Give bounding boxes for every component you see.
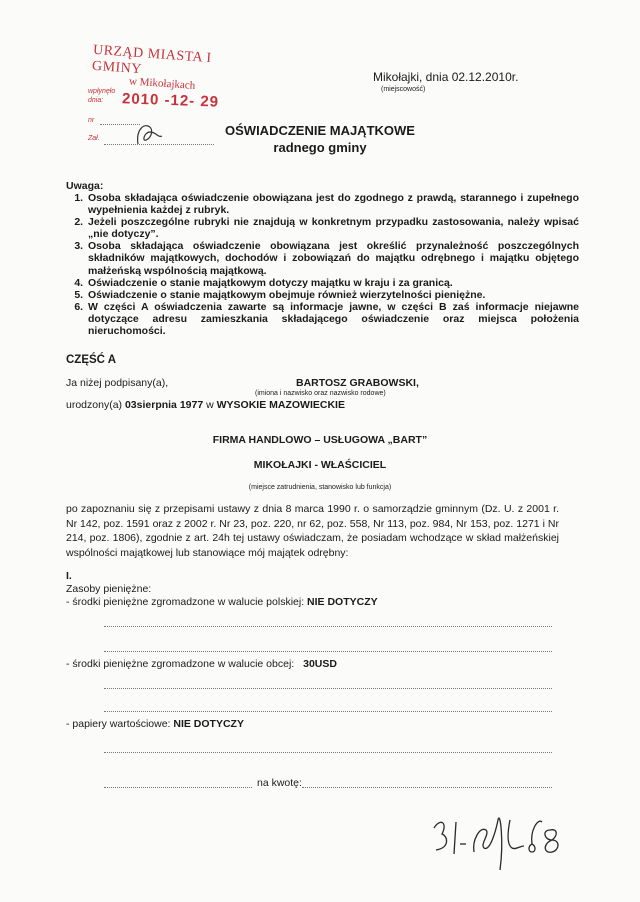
foreign-funds-value: 30USD bbox=[303, 658, 337, 670]
note-item: 5. Oświadczenie o stanie majątkowym obejmuje również wierzytelności pieniężne. bbox=[86, 289, 579, 301]
born-date: 03sierpnia 1977 bbox=[124, 399, 204, 411]
name-hint: (imiona i nazwisko oraz nazwisko rodowe) bbox=[255, 390, 386, 397]
employer-name: FIRMA HANDLOWO – USŁUGOWA „BART” bbox=[212, 434, 428, 446]
fill-line bbox=[104, 787, 252, 788]
document-subtitle: radnego gminy bbox=[273, 140, 367, 155]
pln-funds-label: - środki pieniężne zgromadzone w walucie polskiej: bbox=[66, 596, 305, 608]
fill-line bbox=[104, 752, 552, 753]
stamp-office-town: w Mikołajkach bbox=[128, 75, 196, 92]
fill-line bbox=[104, 651, 552, 652]
section-heading: Zasoby pieniężne: bbox=[66, 583, 152, 595]
document-title: OŚWIADCZENIE MAJĄTKOWE bbox=[225, 123, 415, 138]
fill-line bbox=[104, 626, 552, 627]
undersigned-label: Ja niżej podpisany(a), bbox=[66, 377, 169, 389]
securities-label: - papiery wartościowe: bbox=[66, 718, 171, 730]
stamp-nr-label: nr bbox=[88, 117, 95, 124]
declarant-name: BARTOSZ GRABOWSKI, bbox=[296, 377, 419, 389]
foreign-funds-label: - środki pieniężne zgromadzone w walucie obcej: bbox=[66, 658, 295, 670]
pln-funds-value: NIE DOTYCZY bbox=[307, 596, 378, 608]
part-a-heading: CZĘŚĆ A bbox=[66, 354, 117, 366]
place-label: (miejscowość) bbox=[381, 86, 426, 93]
place-and-date: Mikołajki, dnia 02.12.2010r. bbox=[373, 70, 519, 84]
born-label: urodzony(a) bbox=[66, 399, 123, 411]
stamp-received-label: wpłynęło bbox=[88, 88, 116, 95]
birth-line bbox=[66, 399, 345, 411]
note-item: 2. Jeżeli poszczególne rubryki nie znajdują w konkretnym przypadku zastosowania, należy wpisać „nie dotyczy”. bbox=[86, 216, 579, 240]
stamp-date: 2010 -12- 29 bbox=[121, 90, 220, 111]
note-item: 6. W części A oświadczenia zawarte są informacje jawne, w części B zaś informacje niejawne dotyczące adresu zamieszkania składającego oświadczenie oraz miejsca położenia nieruchomości. bbox=[86, 301, 579, 337]
legal-statement: po zapoznaniu się z przepisami ustawy z dnia 8 marca 1990 r. o samorządzie gminnym (Dz. U. z 2001 r. Nr 142, poz. 1591 oraz z 2002 r. Nr 23, poz. 220, nr 62, poz. 558, Nr 113, poz. 984, Nr 153, poz. 1271 i Nr 214, poz. 1806), zgodnie z art. 24h tej ustawy oświadczam, że posiadam wchodzące w skład małżeńskiej wspólności majątkowej lub stanowiące mój majątek odrębny: bbox=[66, 503, 559, 559]
fill-line bbox=[104, 688, 552, 689]
foreign-funds-line bbox=[66, 658, 337, 670]
notes-list bbox=[66, 192, 579, 337]
stamp-zal-label: Zał. bbox=[88, 135, 100, 142]
fill-line bbox=[302, 787, 552, 788]
note-item: 1. Osoba składająca oświadczenie obowiązana jest do zgodnego z prawdą, starannego i zupełnego wypełnienia każdej z rubryk. bbox=[86, 192, 579, 216]
employment-hint: (miejsce zatrudnienia, stanowisko lub funkcja) bbox=[248, 484, 392, 491]
securities-value: NIE DOTYCZY bbox=[173, 718, 244, 730]
stamp-office-name: URZĄD MIASTA I GMINY bbox=[91, 42, 213, 78]
born-place: WYSOKIE MAZOWIECKIE bbox=[216, 399, 345, 411]
section-numeral: I. bbox=[66, 570, 72, 582]
fill-line bbox=[104, 711, 552, 712]
securities-line bbox=[66, 718, 244, 730]
note-item: 4. Oświadczenie o stanie majątkowym dotyczy majątku w kraju i za granicą. bbox=[86, 277, 579, 289]
notes-heading: Uwaga: bbox=[66, 180, 104, 192]
stamp-day-label: dnia: bbox=[88, 97, 104, 104]
handwritten-signature bbox=[424, 800, 574, 880]
note-item: 3. Osoba składająca oświadczenie obowiązana jest określić przynależność poszczególnych składników majątkowych, dochodów i zobowiązań do majątku odrębnego i majątku objętego małżeńską wspólnością majątkową. bbox=[86, 240, 579, 276]
position: MIKOŁAJKI - WŁAŚCICIEL bbox=[253, 459, 387, 471]
pln-funds-line bbox=[66, 596, 378, 608]
born-in-label: w bbox=[206, 399, 214, 411]
amount-label: na kwotę: bbox=[257, 777, 302, 789]
